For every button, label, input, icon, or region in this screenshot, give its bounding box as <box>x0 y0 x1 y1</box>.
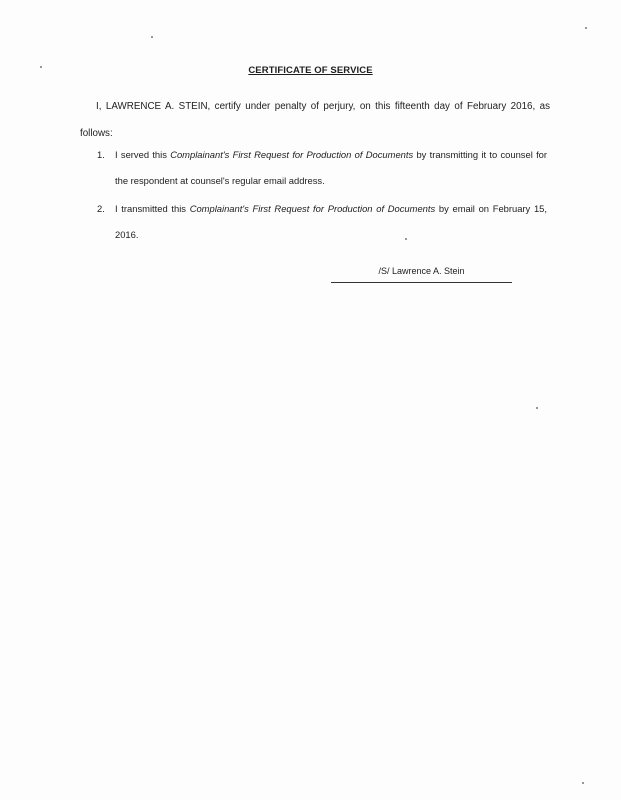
certificate-title: CERTIFICATE OF SERVICE <box>248 65 373 76</box>
scan-speck <box>40 66 42 68</box>
list-item-text <box>115 196 547 248</box>
signature-line: /S/ Lawrence A. Stein <box>331 266 512 283</box>
service-item-1 <box>97 142 547 194</box>
item-text-lead: I transmitted this <box>115 203 190 214</box>
list-number: 1. <box>97 149 105 160</box>
certification-statement: I, LAWRENCE A. STEIN, certify under penalty of perjury, on this fifteenth day of February 2016, as follows: <box>80 101 550 139</box>
item-text-tail: by transmitting it to counsel for the respondent at counsel's regular email address. <box>115 149 548 186</box>
list-number: 2. <box>97 203 105 214</box>
scan-speck <box>536 407 538 409</box>
service-item-2 <box>97 196 547 248</box>
item-text-lead: I served this <box>115 149 171 160</box>
scan-speck <box>585 27 587 29</box>
document-title: Complainant's First Request for Production of Documents <box>189 203 436 214</box>
item-text-tail: by email on February 15, 2016. <box>115 203 547 240</box>
document-title: Complainant's First Request for Production of Documents <box>170 149 414 160</box>
scan-speck <box>405 238 407 240</box>
scan-speck <box>582 782 584 784</box>
scan-speck <box>151 36 153 38</box>
list-item-text <box>115 142 547 194</box>
